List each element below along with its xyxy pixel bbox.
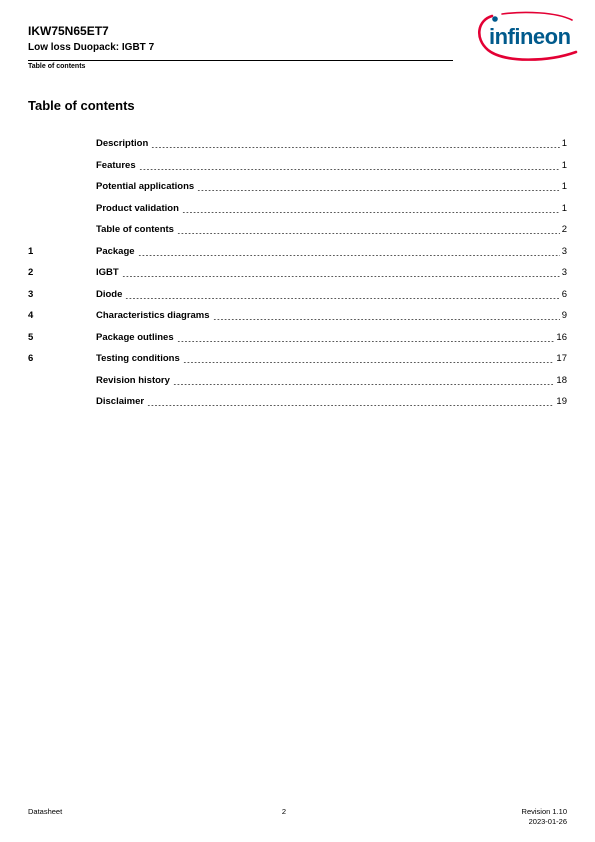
toc-entry[interactable] bbox=[28, 288, 567, 310]
toc-dot-leader bbox=[151, 147, 559, 148]
footer-page-number: 2 bbox=[281, 807, 287, 816]
toc-entry-title: Revision history bbox=[96, 374, 170, 386]
toc-entry-page: 3 bbox=[561, 245, 567, 257]
toc-entry-link[interactable] bbox=[96, 245, 567, 259]
part-number: IKW75N65ET7 bbox=[28, 24, 109, 38]
toc-entry-link[interactable] bbox=[96, 352, 567, 366]
toc-entry[interactable] bbox=[28, 352, 567, 374]
footer-date: 2023-01-26 bbox=[528, 816, 567, 826]
toc-entry[interactable] bbox=[28, 245, 567, 267]
toc-dot-leader bbox=[197, 190, 560, 191]
toc-entry-link[interactable] bbox=[96, 331, 567, 345]
toc-dot-leader bbox=[125, 298, 559, 299]
toc-entry-number: 5 bbox=[28, 331, 34, 343]
toc-entry-number: 1 bbox=[28, 245, 34, 257]
toc-dot-leader bbox=[147, 405, 554, 406]
toc-entry-page: 16 bbox=[556, 331, 567, 343]
toc-entry-title: Product validation bbox=[96, 202, 179, 214]
toc-entry-link[interactable] bbox=[96, 374, 567, 388]
toc-entry-page: 17 bbox=[556, 353, 567, 364]
toc-dot-leader bbox=[177, 341, 555, 342]
section-label: Table of contents bbox=[28, 63, 86, 70]
toc-entry[interactable] bbox=[28, 374, 567, 396]
infineon-logo bbox=[476, 10, 586, 62]
toc-entry[interactable] bbox=[28, 266, 567, 288]
toc-dot-leader bbox=[122, 276, 560, 277]
toc-entry-page: 1 bbox=[561, 138, 567, 149]
toc-entry-page: 18 bbox=[556, 374, 567, 386]
toc-entry-title: Diode bbox=[96, 288, 123, 300]
toc-entry-link[interactable] bbox=[96, 159, 567, 173]
toc-entry-title: IGBT bbox=[96, 267, 119, 278]
toc-entry-page: 2 bbox=[561, 224, 567, 235]
toc-entry-page: 6 bbox=[561, 288, 567, 300]
toc-entry-page: 1 bbox=[561, 159, 567, 171]
document-subtitle: Low loss Duopack: IGBT 7 bbox=[28, 42, 155, 53]
toc-entry[interactable] bbox=[28, 202, 567, 224]
toc-entry-title: Characteristics diagrams bbox=[96, 310, 210, 321]
toc-entry-number: 2 bbox=[28, 267, 34, 278]
toc-entry-title: Potential applications bbox=[96, 181, 195, 192]
toc-entry[interactable] bbox=[28, 331, 567, 353]
toc-entry[interactable] bbox=[28, 180, 567, 202]
toc-entry-number: 4 bbox=[28, 310, 34, 321]
toc-entry-link[interactable] bbox=[96, 202, 567, 216]
toc-entry-title: Package bbox=[96, 245, 135, 257]
toc-entry-number: 3 bbox=[28, 288, 34, 300]
toc-entry-page: 9 bbox=[561, 310, 567, 321]
toc-dot-leader bbox=[139, 169, 560, 170]
footer-doc-type: Datasheet bbox=[28, 807, 63, 816]
toc-dot-leader bbox=[173, 384, 555, 385]
toc-entry-page: 19 bbox=[556, 396, 567, 407]
toc-entry-page: 1 bbox=[561, 202, 567, 214]
toc-entry-link[interactable] bbox=[96, 309, 567, 323]
toc-entry-page: 1 bbox=[561, 181, 567, 192]
toc-entry-title: Table of contents bbox=[96, 224, 174, 235]
toc-entry-title: Testing conditions bbox=[96, 353, 180, 364]
toc-entry-title: Features bbox=[96, 159, 136, 171]
toc-entry[interactable] bbox=[28, 137, 567, 159]
toc-entry-number: 6 bbox=[28, 353, 34, 364]
toc-dot-leader bbox=[182, 212, 560, 213]
toc-entry-title: Disclaimer bbox=[96, 396, 145, 407]
toc-entry[interactable] bbox=[28, 159, 567, 181]
toc-heading: Table of contents bbox=[28, 98, 135, 113]
toc-list bbox=[28, 137, 567, 417]
toc-entry-link[interactable] bbox=[96, 288, 567, 302]
toc-entry-title: Description bbox=[96, 138, 149, 149]
document-header bbox=[28, 24, 453, 54]
header-divider bbox=[28, 60, 453, 61]
toc-dot-leader bbox=[213, 319, 560, 320]
toc-entry-page: 3 bbox=[561, 267, 567, 278]
logo-text: infineon bbox=[489, 24, 571, 49]
toc-entry-title: Package outlines bbox=[96, 331, 174, 343]
toc-entry-link[interactable] bbox=[96, 180, 567, 194]
toc-dot-leader bbox=[138, 255, 560, 256]
toc-entry-link[interactable] bbox=[96, 223, 567, 237]
toc-entry[interactable] bbox=[28, 223, 567, 245]
footer-revision-block bbox=[522, 807, 567, 826]
toc-dot-leader bbox=[177, 233, 560, 234]
toc-dot-leader bbox=[183, 362, 555, 363]
toc-entry-link[interactable] bbox=[96, 137, 567, 151]
footer-revision: Revision 1.10 bbox=[521, 807, 567, 816]
toc-entry-link[interactable] bbox=[96, 395, 567, 409]
toc-entry[interactable] bbox=[28, 309, 567, 331]
toc-entry[interactable] bbox=[28, 395, 567, 417]
toc-entry-link[interactable] bbox=[96, 266, 567, 280]
